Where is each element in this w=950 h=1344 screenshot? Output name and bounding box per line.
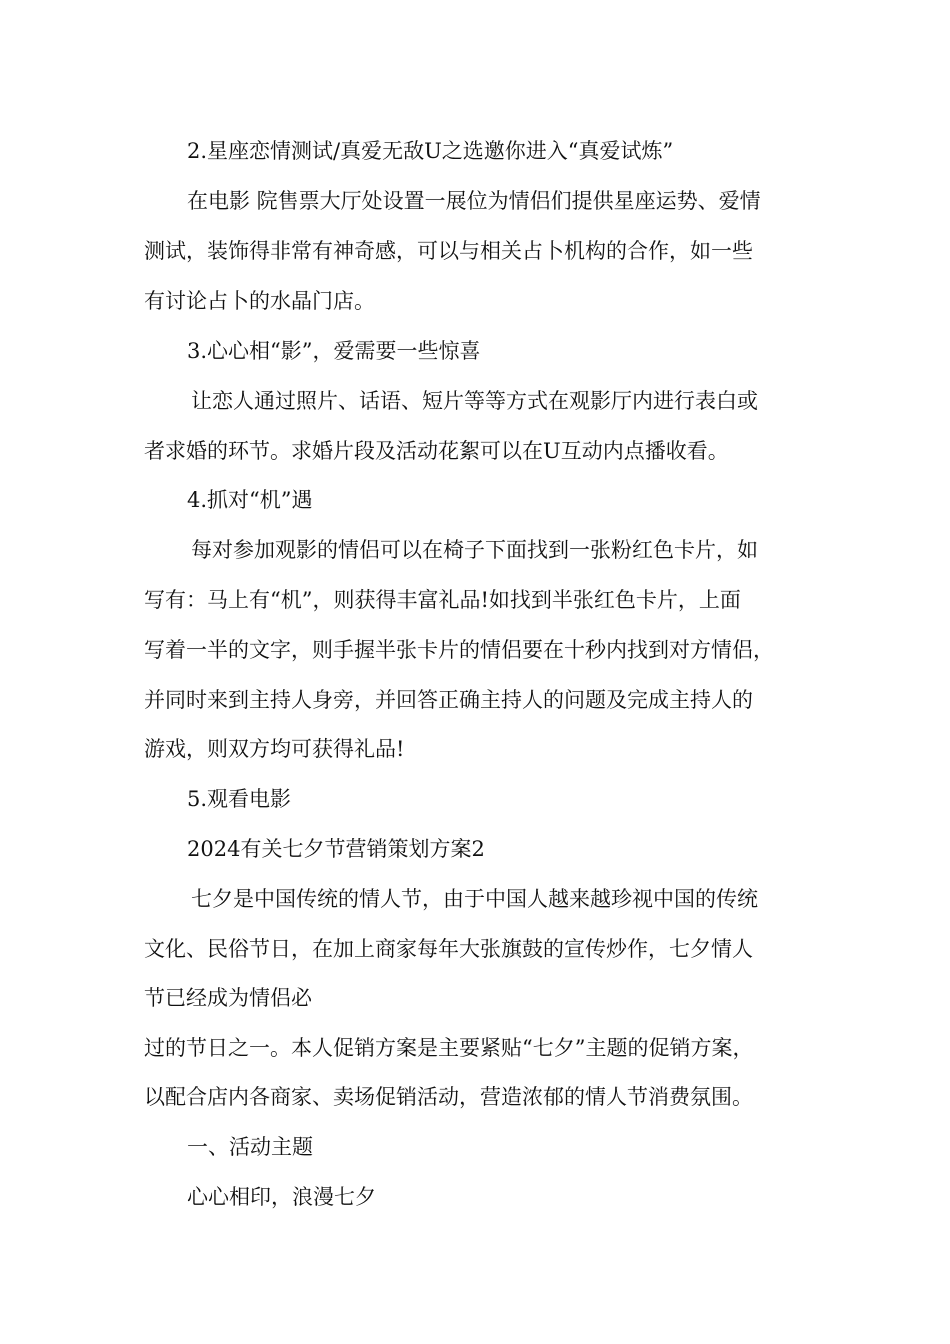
paragraph-line: 让恋人通过照片、话语、短片等等方式在观影厅内进行表白或 [191, 389, 758, 413]
document-title: 2024有关七夕节营销策划方案2 [187, 837, 485, 861]
paragraph-line: 过的节日之一。本人促销方案是主要紧贴“七夕”主题的促销方案， [144, 1036, 754, 1060]
paragraph-line: 写着一半的文字，则手握半张卡片的情侣要在十秒内找到对方情侣， [144, 638, 774, 662]
paragraph-line: 七夕是中国传统的情人节，由于中国人越来越珍视中国的传统 [191, 887, 758, 911]
section-heading: 3.心心相“影”，爱需要一些惊喜 [187, 339, 481, 363]
section-heading: 5.观看电影 [187, 787, 292, 811]
paragraph-line: 文化、民俗节日，在加上商家每年大张旗鼓的宣传炒作，七夕情人 [144, 937, 753, 961]
paragraph-line: 以配合店内各商家、卖场促销活动，营造浓郁的情人节消费氛围。 [144, 1085, 753, 1109]
section-heading: 4.抓对“机”遇 [187, 488, 313, 512]
paragraph-line: 并同时来到主持人身旁，并回答正确主持人的问题及完成主持人的 [144, 688, 753, 712]
paragraph-line: 有讨论占卜的水晶门店。 [144, 289, 375, 313]
section-heading: 一、活动主题 [187, 1135, 313, 1159]
paragraph-line: 测试，装饰得非常有神奇感，可以与相关占卜机构的合作，如一些 [144, 239, 753, 263]
paragraph-line: 节已经成为情侣必 [144, 986, 312, 1010]
paragraph-line: 每对参加观影的情侣可以在椅子下面找到一张粉红色卡片，如 [191, 538, 758, 562]
section-heading: 2.星座恋情测试/真爱无敌U之选邀你进入“真爱试炼” [187, 139, 674, 163]
paragraph-line: 在电影 院售票大厅处设置一展位为情侣们提供星座运势、爱情 [187, 189, 761, 213]
paragraph-line: 心心相印，浪漫七夕 [187, 1185, 376, 1209]
paragraph-line: 写有：马上有“机”，则获得丰富礼品!如找到半张红色卡片，上面 [144, 588, 741, 612]
paragraph-line: 者求婚的环节。求婚片段及活动花絮可以在U互动内点播收看。 [144, 439, 729, 463]
paragraph-line: 游戏，则双方均可获得礼品! [144, 737, 405, 761]
